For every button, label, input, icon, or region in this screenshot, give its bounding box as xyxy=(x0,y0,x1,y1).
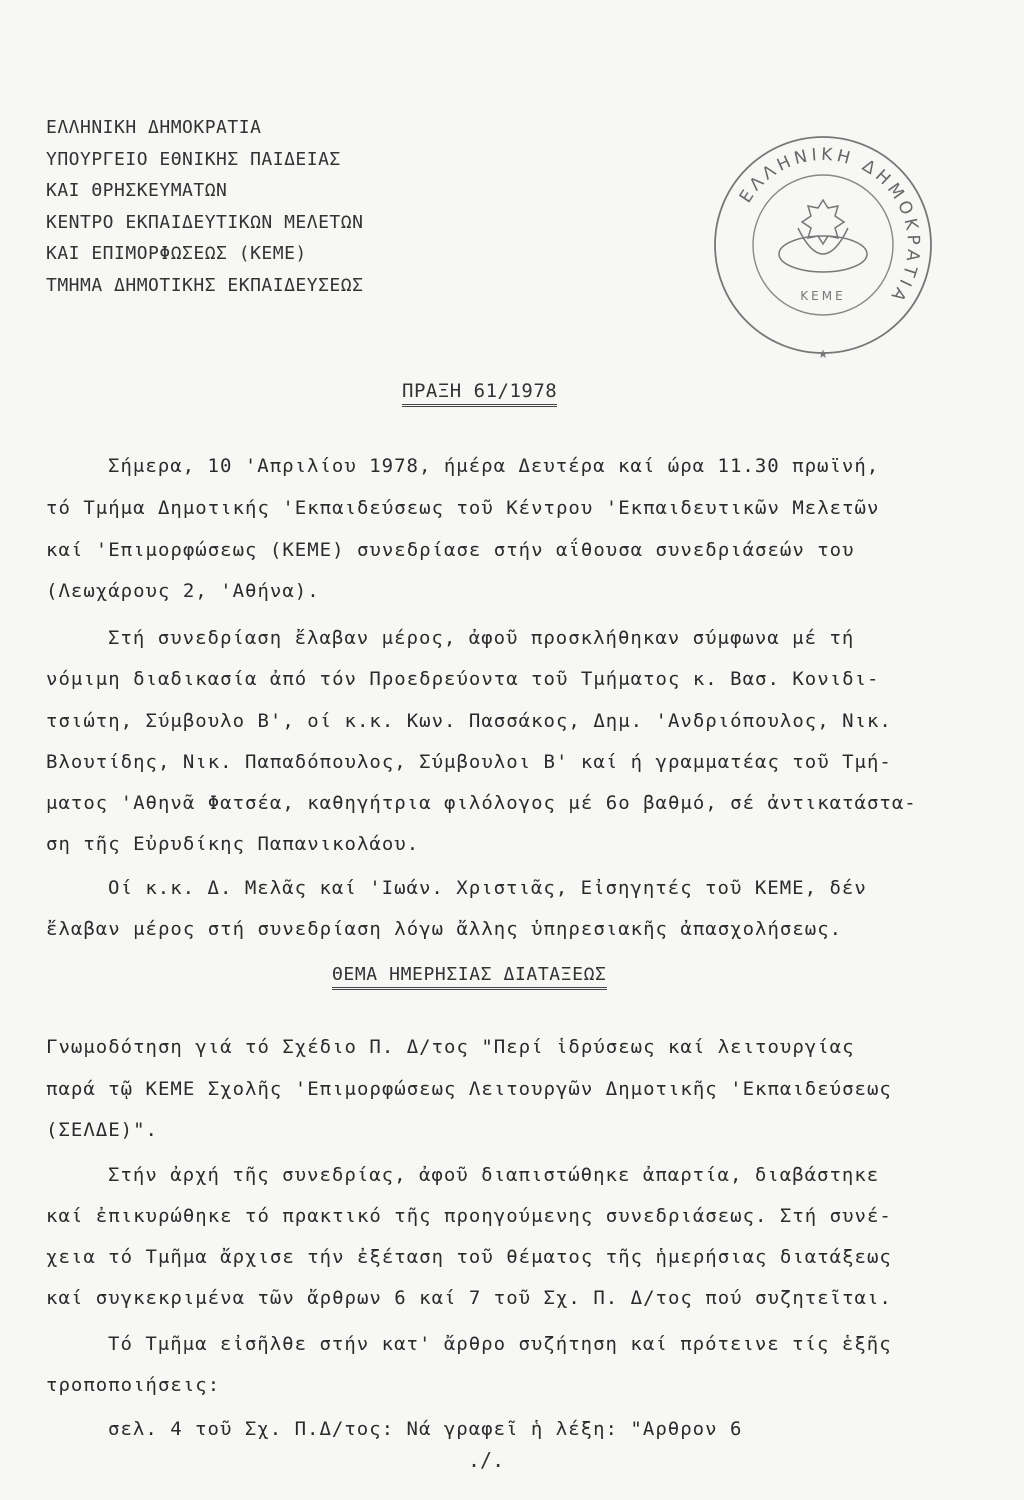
body-line: καί ἐπικυρώθηκε τό πρακτικό τῆς προηγούμενης συνεδριάσεως. Στή συνέ- xyxy=(46,1205,892,1227)
body-line: (ΣΕΛΔΕ)". xyxy=(46,1119,158,1141)
body-line: Βλουτίδης, Νικ. Παπαδόπουλος, Σύμβουλοι Β' καί ή γραμματέας τοῦ Τμή- xyxy=(46,751,892,773)
body-line: νόμιμη διαδικασία ἀπό τόν Προεδρεύοντα τοῦ Τμήματος κ. Βασ. Κονιδι- xyxy=(46,668,880,690)
letterhead-line: ΤΜΗΜΑ ΔΗΜΟΤΙΚΗΣ ΕΚΠΑΙΔΕΥΣΕΩΣ xyxy=(46,274,364,296)
body-line: (Λεωχάρους 2, 'Αθήνα). xyxy=(46,580,320,602)
body-line: τροποποιήσεις: xyxy=(46,1374,221,1396)
svg-text:ΚΕΜΕ: ΚΕΜΕ xyxy=(800,289,846,303)
body-line: ση τῆς Εὐρυδίκης Παπανικολάου. xyxy=(46,833,420,855)
body-line: Στήν ἀρχή τῆς συνεδρίας, ἀφοῦ διαπιστώθηκε ἀπαρτία, διαβάστηκε xyxy=(108,1164,880,1186)
letterhead-line: ΚΑΙ ΕΠΙΜΟΡΦΩΣΕΩΣ (ΚΕΜΕ) xyxy=(46,243,307,264)
body-line: Γνωμοδότηση γιά τό Σχέδιο Π. Δ/τος "Περί ἱδρύσεως καί λειτουργίας xyxy=(46,1036,855,1058)
body-line: Σήμερα, 10 'Απριλίου 1978, ήμέρα Δευτέρα καί ώρα 11.30 πρωϊνή, xyxy=(108,455,880,477)
body-line: τσιώτη, Σύμβουλο Β', οί κ.κ. Κων. Πασσάκος, Δημ. 'Ανδριόπουλος, Νικ. xyxy=(46,710,892,732)
body-line: παρά τῷ ΚΕΜΕ Σχολῆς 'Επιμορφώσεως Λειτουργῶν Δημοτικῆς 'Εκπαιδεύσεως xyxy=(46,1078,892,1100)
body-line: ἔλαβαν μέρος στή συνεδρίαση λόγω ἄλλης ὑπηρεσιακῆς ἀπασχολήσεως. xyxy=(46,918,843,940)
body-line: σελ. 4 τοῦ Σχ. Π.Δ/τος: Νά γραφεῖ ἡ λέξη: "Αρθρον 6 xyxy=(108,1418,743,1440)
section-title: ΘΕΜΑ ΗΜΕΡΗΣΙΑΣ ΔΙΑΤΑΞΕΩΣ xyxy=(332,964,607,990)
official-seal-icon xyxy=(708,130,938,360)
svg-text:ΕΛΛΗΝΙΚΗ ΔΗΜΟΚΡΑΤΙΑ: ΕΛΛΗΝΙΚΗ ΔΗΜΟΚΡΑΤΙΑ xyxy=(735,144,924,308)
body-line: τό Τμήμα Δημοτικής 'Εκπαιδεύσεως τοῦ Κέντρου 'Εκπαιδευτικῶν Μελετῶν xyxy=(46,497,880,519)
letterhead xyxy=(46,112,363,301)
body-line: ματος 'Αθηνᾶ Φατσέα, καθηγήτρια φιλόλογος μέ 6ο βαθμό, σέ ἀντικατάστα- xyxy=(46,792,917,814)
body-line: καί 'Επιμορφώσεως (ΚΕΜΕ) συνεδρίασε στήν αΐθουσα συνεδριάσεών του xyxy=(46,539,855,561)
body-line: καί συγκεκριμένα τῶν ἄρθρων 6 καί 7 τοῦ Σχ. Π. Δ/τος πού συζητεῖται. xyxy=(46,1287,892,1309)
document-title: ΠΡΑΞΗ 61/1978 xyxy=(402,380,557,402)
page-continuation-mark: ./. xyxy=(468,1448,505,1472)
letterhead-line: ΕΛΛΗΝΙΚΗ ΔΗΜΟΚΡΑΤΙΑ xyxy=(46,117,262,138)
svg-text:★: ★ xyxy=(817,347,829,360)
letterhead-line: ΥΠΟΥΡΓΕΙΟ ΕΘΝΙΚΗΣ ΠΑΙΔΕΙΑΣ xyxy=(46,148,341,170)
letterhead-line: ΚΕΝΤΡΟ ΕΚΠΑΙΔΕΥΤΙΚΩΝ ΜΕΛΕΤΩΝ xyxy=(46,211,364,233)
body-line: Στή συνεδρίαση ἔλαβαν μέρος, ἀφοῦ προσκλήθηκαν σύμφωνα μέ τή xyxy=(108,627,855,649)
body-line: χεια τό Τμῆμα ἄρχισε τήν ἐξέταση τοῦ θέματος τῆς ἡμερήσιας διατάξεως xyxy=(46,1246,892,1268)
body-line: Τό Τμῆμα εἰσῆλθε στήν κατ' ἄρθρο συζήτηση καί πρότεινε τίς ἑξῆς xyxy=(108,1333,892,1355)
body-line: Οί κ.κ. Δ. Μελᾶς καί 'Ιωάν. Χριστιᾶς, Εἰσηγητές τοῦ ΚΕΜΕ, δέν xyxy=(108,877,867,899)
letterhead-line: ΚΑΙ ΘΡΗΣΚΕΥΜΑΤΩΝ xyxy=(46,180,228,201)
